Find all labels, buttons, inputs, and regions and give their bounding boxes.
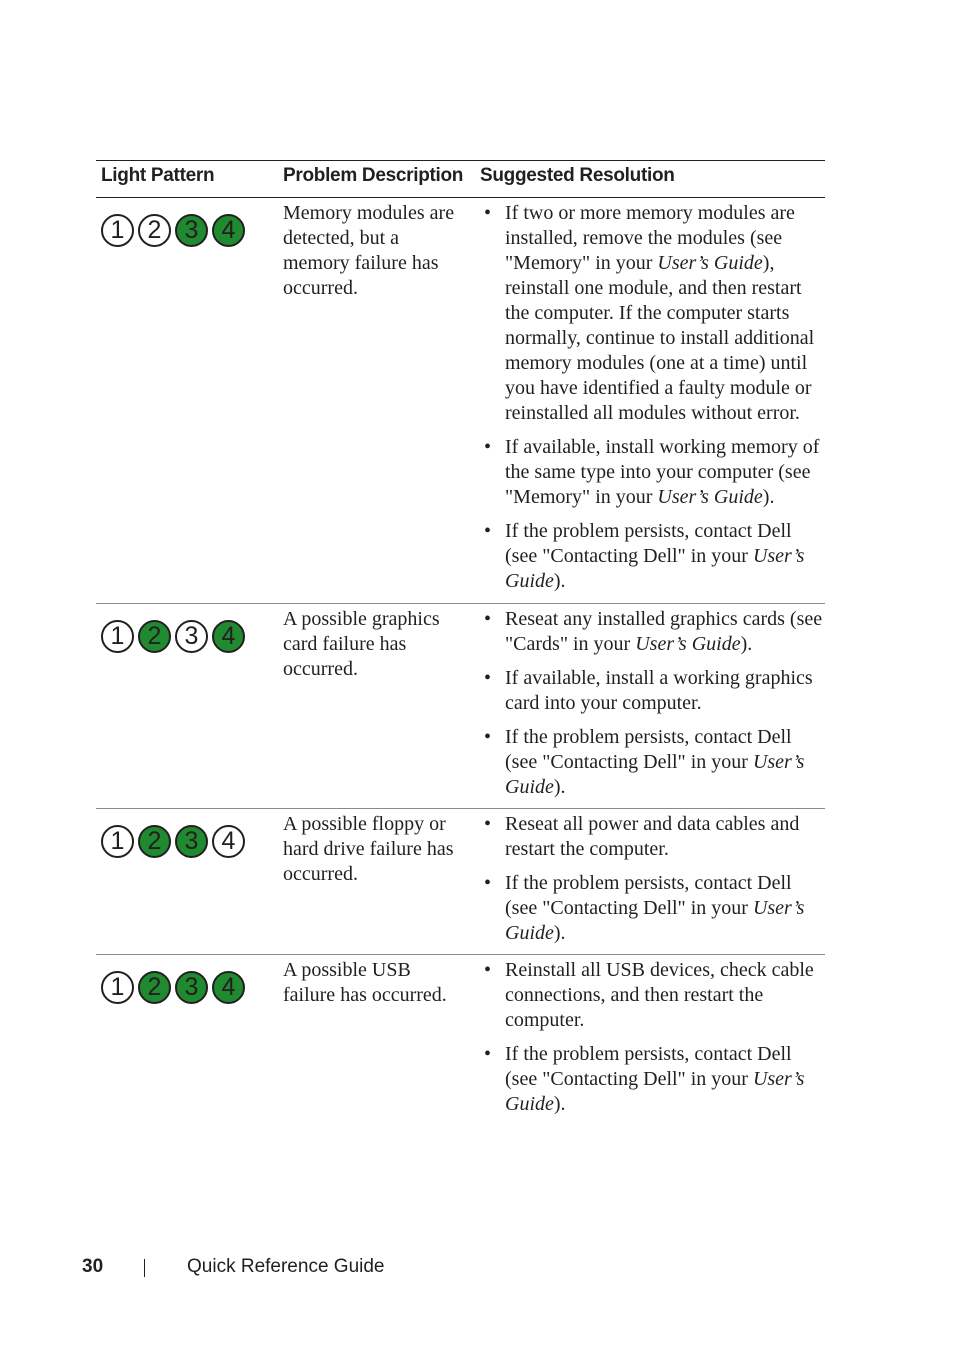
users-guide-reference: User’s Guide <box>505 545 805 592</box>
resolution-item <box>484 607 824 657</box>
diagnostic-light-3-on-icon: 3 <box>175 825 208 858</box>
resolution-item <box>484 519 824 594</box>
resolution-text: If the problem persists, contact Dell (see "Contacting Dell" in your <box>505 520 792 567</box>
table-row <box>96 198 825 604</box>
resolution-text: Reseat all power and data cables and restart the computer. <box>505 813 800 860</box>
resolution-item <box>484 201 824 426</box>
problem-description: A possible floppy or hard drive failure has occurred. <box>283 813 454 885</box>
page-number: 30 <box>82 1256 104 1277</box>
users-guide-reference: User’s Guide <box>635 633 741 655</box>
diagnostic-light-1-off-icon: 1 <box>101 214 134 247</box>
diagnostic-light-4-on-icon: 4 <box>212 620 245 653</box>
header-light-pattern: Light Pattern <box>101 165 215 186</box>
resolution-text: ). <box>553 776 566 798</box>
suggested-resolution-list <box>484 812 824 955</box>
diagnostic-light-3-off-icon: 3 <box>175 620 208 653</box>
resolution-text: Reseat any installed graphics cards (see "Cards" in your <box>505 608 823 655</box>
header-problem-description: Problem Description <box>283 165 464 186</box>
resolution-text: Reinstall all USB devices, check cable connections, and then restart the computer. <box>505 959 814 1031</box>
resolution-text: ). <box>553 570 566 592</box>
footer-title: Quick Reference Guide <box>187 1256 385 1277</box>
resolution-text: If the problem persists, contact Dell (see "Contacting Dell" in your <box>505 872 792 919</box>
resolution-item <box>484 435 824 510</box>
header-suggested-resolution: Suggested Resolution <box>480 165 675 186</box>
suggested-resolution-list <box>484 607 824 809</box>
diagnostic-light-2-on-icon: 2 <box>138 971 171 1004</box>
problem-description: A possible USB failure has occurred. <box>283 959 447 1006</box>
diagnostic-light-1-off-icon: 1 <box>101 620 134 653</box>
users-guide-reference: User’s Guide <box>657 486 763 508</box>
resolution-text: If the problem persists, contact Dell (see "Contacting Dell" in your <box>505 726 792 773</box>
resolution-text: ). <box>553 922 566 944</box>
users-guide-reference: User’s Guide <box>657 252 763 274</box>
diagnostic-light-4-on-icon: 4 <box>212 971 245 1004</box>
resolution-text: ). <box>740 633 753 655</box>
resolution-text: If two or more memory modules are installed, remove the modules (see "Memory" in your <box>505 202 795 274</box>
diagnostic-lights <box>101 825 245 858</box>
resolution-item <box>484 1042 824 1117</box>
users-guide-reference: User’s Guide <box>505 1068 805 1115</box>
diagnostic-light-2-on-icon: 2 <box>138 620 171 653</box>
diagnostic-light-2-on-icon: 2 <box>138 825 171 858</box>
resolution-text: If available, install working memory of the same type into your computer (see "Memory" in your <box>505 436 820 508</box>
problem-description: Memory modules are detected, but a memory failure has occurred. <box>283 202 455 299</box>
diagnostic-light-3-on-icon: 3 <box>175 214 208 247</box>
resolution-item <box>484 725 824 800</box>
resolution-item <box>484 871 824 946</box>
diagnostic-light-2-off-icon: 2 <box>138 214 171 247</box>
suggested-resolution-list <box>484 201 824 603</box>
resolution-text: ), reinstall one module, and then restart the computer. If the computer starts normally, continue to install additional memory modules (one at a time) until you have identified a faulty module or reinstalled all modules without error. <box>505 252 815 424</box>
diagnostic-light-1-off-icon: 1 <box>101 825 134 858</box>
resolution-item <box>484 958 824 1033</box>
problem-description: A possible graphics card failure has occurred. <box>283 608 440 680</box>
diagnostic-lights <box>101 214 245 247</box>
table-row <box>96 604 825 809</box>
resolution-text: ). <box>762 486 775 508</box>
table-row <box>96 955 825 1125</box>
diagnostic-light-4-off-icon: 4 <box>212 825 245 858</box>
resolution-item <box>484 666 824 716</box>
diagnostic-light-4-on-icon: 4 <box>212 214 245 247</box>
resolution-text: If available, install a working graphics card into your computer. <box>505 667 813 714</box>
table-header <box>96 161 825 198</box>
diagnostic-lights <box>101 620 245 653</box>
diagnostic-light-1-off-icon: 1 <box>101 971 134 1004</box>
table-row <box>96 809 825 955</box>
users-guide-reference: User’s Guide <box>505 751 805 798</box>
diagnostic-lights <box>101 971 245 1004</box>
resolution-text: ). <box>553 1093 566 1115</box>
footer-separator <box>144 1259 145 1277</box>
users-guide-reference: User’s Guide <box>505 897 805 944</box>
diagnostic-light-3-on-icon: 3 <box>175 971 208 1004</box>
light-pattern-table <box>96 160 825 1125</box>
suggested-resolution-list <box>484 958 824 1126</box>
resolution-item <box>484 812 824 862</box>
resolution-text: If the problem persists, contact Dell (see "Contacting Dell" in your <box>505 1043 792 1090</box>
